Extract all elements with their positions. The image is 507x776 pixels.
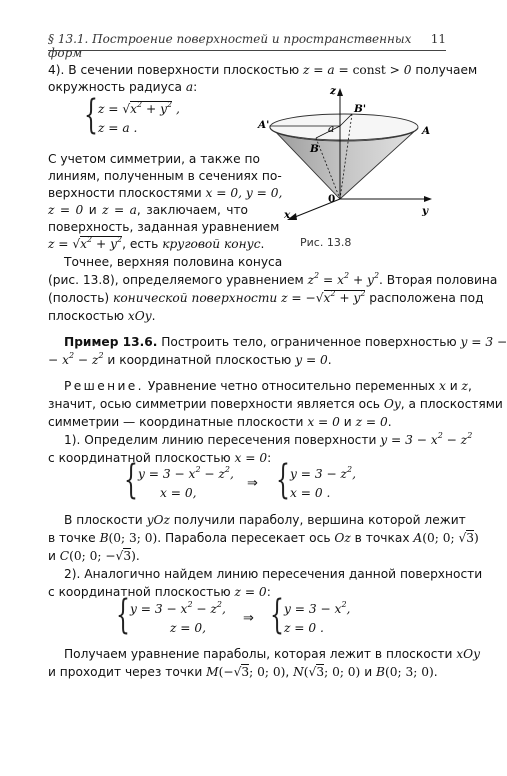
step1-line1: 1). Определим линию пересечения поверхности $y = 3 - x^2 - z^2$ [64,431,473,447]
sys2-eq3: $y = 3 - z^2$, [290,465,356,481]
cone-figure [258,82,448,242]
label-A: A [422,125,431,137]
sys1-eq1: $z = √x^2 + y^2$ , [98,100,180,116]
sys2-eq4: x = 0 . [290,486,331,500]
figure-caption: Рис. 13.8 [300,236,352,249]
p2-line5: поверхность, заданная уравнением [48,220,280,234]
p2-line8: (рис. 13.8), определяемого уравнением $z^2 = x^2 + y^2$. Вторая половина [48,271,498,287]
implies-arrow: ⇒ [243,611,254,626]
solution-line3: симметрии — координатные плоскости x = 0 и z = 0. [48,415,392,429]
solution-line1: Решение. Уравнение четно относительно переменных x и z, [64,379,472,393]
brace: { [276,457,290,503]
label-Bp: B' [354,103,367,115]
implies-arrow: ⇒ [247,476,258,491]
step2-line2: с координатной плоскостью z = 0: [48,585,271,599]
p4-line1: Получаем уравнение параболы, которая лежит в плоскости xOy [64,647,481,661]
sys3-eq3: $y = 3 - x^2$, [284,600,351,616]
sys1-eq2: z = a . [98,121,138,135]
sys3-eq4: z = 0 . [284,621,324,635]
sys2-eq1: $y = 3 - x^2 - z^2$, [138,465,234,481]
p2-line6: $z = √x^2 + y^2$, есть круговой конус. [48,235,265,251]
step2-line1: 2). Аналогично найдем линию пересечения данной поверхности [64,567,483,581]
p1-line1: 4). В сечении поверхности плоскостью z = a = const > 0 получаем [48,63,478,77]
header-rule [48,50,446,51]
p2-line2: линиям, полученным в сечениях по- [48,169,282,183]
label-B: B [310,143,319,155]
p3-line2: в точке B(0; 3; 0). Парабола пересекает ось Oz в точках A(0; 0; √3) [48,531,479,545]
solution-line2: значит, осью симметрии поверхности является ось Oy, а плоскостями [48,397,503,411]
sys2-eq2: x = 0, [160,486,197,500]
label-x: x [284,209,291,221]
brace: { [84,92,98,138]
p2-line10: плоскостью xOy. [48,309,156,323]
running-header [48,32,446,60]
label-a: a [328,123,335,135]
p4-line2: и проходит через точки M(−√3; 0; 0), N(√3; 0; 0) и B(0; 3; 0). [48,665,438,679]
sys3-eq2: z = 0, [170,621,207,635]
label-O: 0 [328,193,336,205]
p2-line3: верхности плоскостями x = 0, y = 0, [48,186,283,200]
p1-line2: окружность радиуса a: [48,80,198,94]
p3-line1: В плоскости yOz получили параболу, вершина которой лежит [64,513,466,527]
brace: { [124,457,138,503]
example-line2: − $x^2 - z^2$ и координатной плоскостью y = 0. [48,351,332,367]
p2-line7: Точнее, верхняя половина конуса [64,255,283,269]
brace: { [116,592,130,638]
label-Ap: A' [258,119,270,131]
label-z: z [330,85,336,97]
header-title: § 13.1. Построение поверхностей и пространственных форм [48,32,412,60]
step1-line2: с координатной плоскостью x = 0: [48,451,272,465]
p2-line1: С учетом симметрии, а также по [48,152,260,166]
p2-line9: (полость) конической поверхности $z = -√x^2 + y^2$ расположена под [48,289,484,305]
example-line1: Пример 13.6. Построить тело, ограниченное поверхностью y = 3 − [64,335,507,349]
label-y: y [422,205,429,217]
sys3-eq1: $y = 3 - x^2 - z^2$, [130,600,226,616]
p2-line4: z = 0 и z = a, заключаем, что [48,203,249,217]
brace: { [270,592,284,638]
p3-line3: и C(0; 0; −√3). [48,549,140,563]
cone-rim [270,114,418,140]
page-number: 11 [430,32,446,46]
